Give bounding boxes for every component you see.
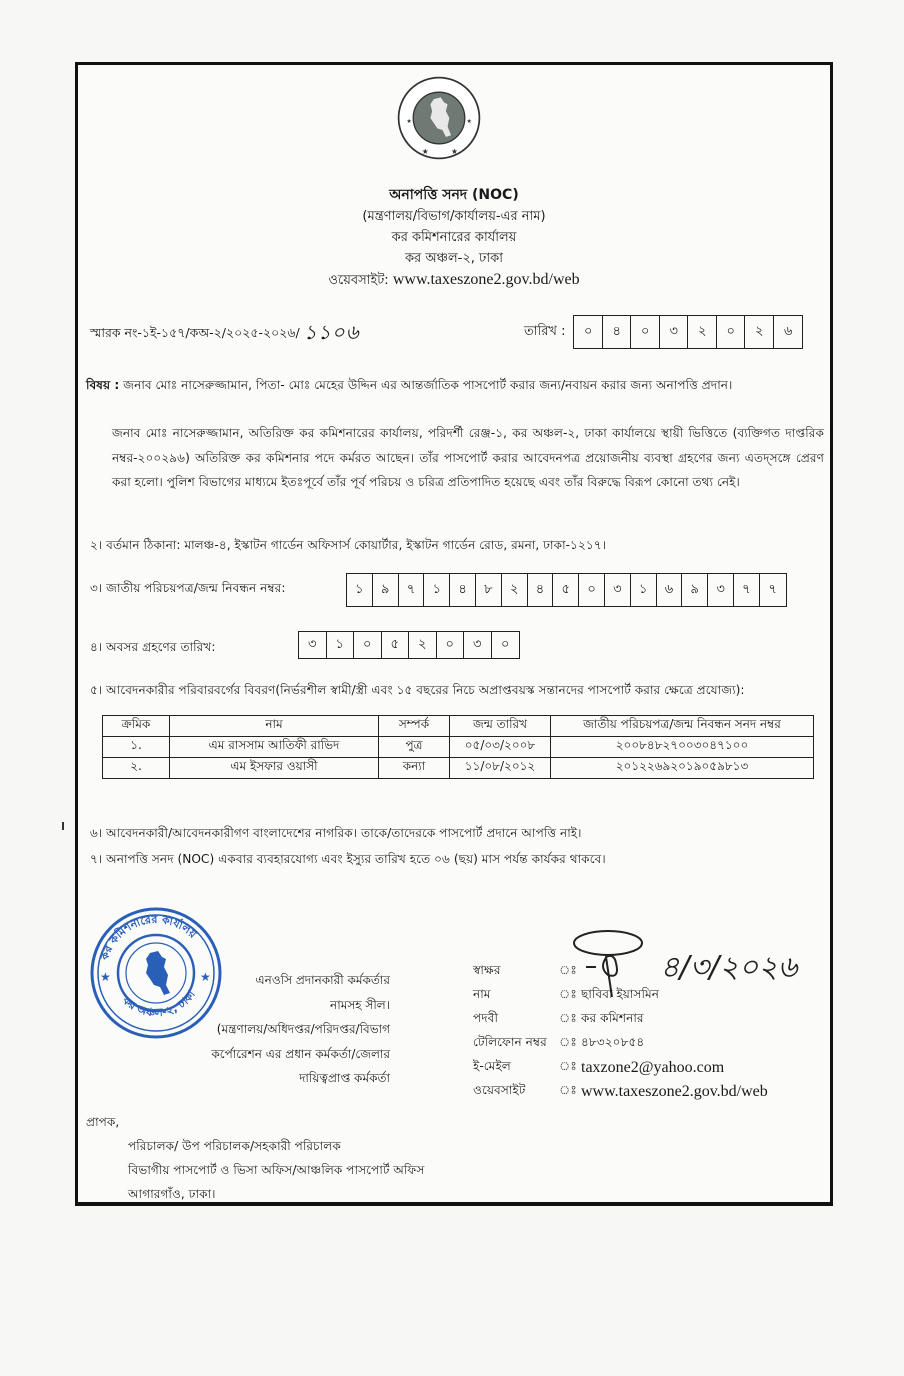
cell-birthdate: ১১/০৮/২০১২ [450, 758, 551, 779]
memo-number [90, 318, 360, 351]
name-label: নাম [473, 987, 491, 1001]
retirement-label: ৪। অবসর গ্রহণের তারিখ: [90, 640, 216, 654]
website-row: ওয়েবসাইট ঃ www.taxeszone2.gov.bd/web [473, 1083, 768, 1100]
signatory-designation: কর কমিশনার [581, 1011, 644, 1025]
cell-name: এম ইসফার ওয়াসী [170, 758, 379, 779]
recipient-line: পরিচালক/ উপ পরিচালক/সহকারী পরিচালক [128, 1139, 341, 1153]
digit-box: ৫ [382, 632, 410, 658]
table-row [103, 737, 814, 758]
cell-serial: ১. [103, 737, 170, 758]
svg-text:★: ★ [451, 147, 458, 157]
date-digit: ৬ [783, 323, 793, 339]
digit-box: ০ [501, 636, 510, 652]
recipient-label: প্রাপক, [86, 1115, 120, 1129]
website-row-label: ওয়েবসাইট [473, 1083, 526, 1097]
cell-name: এম রাসসাম আতিফী রাভিদ [170, 737, 379, 758]
digit-box: ৩ [605, 574, 631, 606]
signatory-details [473, 960, 768, 1104]
date-digit: ০ [717, 316, 746, 348]
document-header [78, 185, 830, 291]
document-title: অনাপত্তি সনদ (NOC) [389, 187, 519, 203]
date-digit: ০ [574, 316, 603, 348]
svg-text:★: ★ [466, 118, 472, 126]
signature-row: স্বাক্ষর ঃ [473, 960, 768, 984]
officer-line: এনওসি প্রদানকারী কর্মকর্তার [255, 973, 390, 987]
recipient-line: বিভাগীয় পাসপোর্ট ও ভিসা অফিস/আঞ্চলিক পাসপোর্ট অফিস [128, 1163, 425, 1177]
digit-box: ৯ [373, 574, 399, 606]
date-digit: ২ [688, 316, 717, 348]
government-emblem-icon [396, 75, 482, 161]
cell-nid: ২০১২২৬৯২০১৯০৫৯৮১৩ [551, 758, 814, 779]
digit-box: ৩ [299, 632, 327, 658]
recipient-block [78, 1110, 424, 1206]
email-row: ই-মেইল ঃ taxzone2@yahoo.com [473, 1059, 725, 1076]
cell-nid: ২০০৮৪৮২৭০০৩০৪৭১০০ [551, 737, 814, 758]
digit-box: ৮ [476, 574, 502, 606]
name-row: নাম ঃ ছাবিবা ইয়াসমিন [473, 984, 768, 1008]
digit-box: ৩ [708, 574, 734, 606]
date-digit: ৩ [660, 316, 689, 348]
subject-label: বিষয় : [86, 378, 120, 392]
date-digit: ০ [631, 316, 660, 348]
digit-box: ৫ [553, 574, 579, 606]
header-name: নাম [170, 716, 379, 737]
cell-relation: পুত্র [379, 737, 450, 758]
subject-text: জনাব মোঃ নাসেরুজ্জামান, পিতা- মোঃ মেহের উদ্দিন এর আন্তর্জাতিক পাসপোর্ট করার জন্য/নবায়ন করার জন্য অনাপত্তি প্রদান। [123, 378, 733, 392]
digit-box: ৬ [657, 574, 683, 606]
digit-box: ৯ [682, 574, 708, 606]
digit-box: ০ [437, 632, 465, 658]
header-relation: সম্পর্ক [379, 716, 450, 737]
digit-box: ৪ [528, 574, 554, 606]
memo-label: স্মারক নং-১ই-১৫৭/কঅ-২/২০২৫-২০২৬/ [90, 325, 300, 340]
retirement-date-boxes [298, 631, 520, 659]
digit-box: ১ [631, 574, 657, 606]
officer-line: (মন্ত্রণালয়/অধিদপ্তর/পরিদপ্তর/বিভাগ [216, 1022, 390, 1036]
noc-document [75, 62, 833, 1206]
nid-label: ৩। জাতীয় পরিচয়পত্র/জন্ম নিবন্ধন নম্বর: [90, 581, 286, 595]
office-seal-icon [86, 903, 226, 1043]
email-label: ই-মেইল [473, 1059, 511, 1073]
cell-serial: ২. [103, 758, 170, 779]
digit-box: ১ [347, 574, 373, 606]
signatory-email[interactable]: taxzone2@yahoo.com [581, 1059, 725, 1076]
date-label: তারিখ : [524, 323, 566, 339]
svg-text:★: ★ [100, 970, 111, 984]
date-boxes [573, 315, 803, 349]
digit-box: ২ [502, 574, 528, 606]
website-link[interactable]: www.taxeszone2.gov.bd/web [392, 271, 580, 288]
digit-box: ৪ [450, 574, 476, 606]
family-table [102, 715, 814, 779]
table-row [103, 758, 814, 779]
digit-box: ০ [354, 632, 382, 658]
officer-line: দায়িত্বপ্রাপ্ত কর্মকর্তা [299, 1071, 390, 1085]
issue-date [524, 315, 803, 349]
ministry-placeholder: (মন্ত্রণালয়/বিভাগ/কার্যালয়-এর নাম) [362, 209, 546, 224]
digit-box: ০ [579, 574, 605, 606]
header-birthdate: জন্ম তারিখ [450, 716, 551, 737]
digit-box: ৭ [768, 581, 777, 597]
cell-relation: কন্যা [379, 758, 450, 779]
zone-name: কর অঞ্চল-২, ঢাকা [404, 251, 504, 266]
header-nid: জাতীয় পরিচয়পত্র/জন্ম নিবন্ধন সনদ নম্বর [551, 716, 814, 737]
digit-box: ৭ [399, 574, 425, 606]
svg-text:কর অঞ্চল-২, ঢাকা: কর অঞ্চল-২, ঢাকা [119, 988, 199, 1020]
recipient-line: আগারগাঁও, ঢাকা। [128, 1187, 216, 1201]
signatory-website[interactable]: www.taxeszone2.gov.bd/web [581, 1083, 768, 1100]
svg-text:★: ★ [200, 970, 211, 984]
digit-box: ৩ [464, 632, 492, 658]
designation-label: পদবী [473, 1011, 498, 1025]
citizenship-statement: ৬। আবেদনকারী/আবেদনকারীগণ বাংলাদেশের নাগরিক। তাকে/তাদেরকে পাসপোর্ট প্রদানে আপত্তি নাই। [90, 826, 582, 840]
digit-box: ৭ [734, 574, 760, 606]
family-table-header [103, 716, 814, 737]
svg-text:৪/৩/২০২৬: ৪/৩/২০২৬ [660, 950, 798, 985]
office-name: কর কমিশনারের কার্যালয় [391, 230, 517, 245]
digit-box: ২ [409, 632, 437, 658]
signature-label: স্বাক্ষর [473, 963, 501, 977]
subject-line [86, 377, 826, 397]
digit-box: ১ [424, 574, 450, 606]
family-label: ৫। আবেদনকারীর পরিবারবর্গের বিবরণ(নির্ভরশীল স্বামী/স্ত্রী এবং ১৫ বছরের নিচে অপ্রাপ্তবয়স্ক সন্তানদের পাসপোর্ট করার ক্ষেত্রে প্রযোজ্য): [90, 683, 745, 697]
signatory-name: ছাবিবা ইয়াসমিন [581, 987, 660, 1001]
website-label: ওয়েবসাইট: [328, 273, 389, 288]
cell-birthdate: ০৫/০৩/২০০৮ [450, 737, 551, 758]
validity-statement: ৭। অনাপত্তি সনদ (NOC) একবার ব্যবহারযোগ্য এবং ইস্যুর তারিখ হতে ০৬ (ছয়) মাস পর্যন্ত কার্যকর থাকবে। [90, 852, 606, 866]
svg-text:কর কমিশনারের কার্যালয়: কর কমিশনারের কার্যালয় [97, 912, 200, 962]
date-digit: ২ [745, 316, 774, 348]
svg-text:★: ★ [421, 147, 429, 157]
designation-row: পদবী ঃ কর কমিশনার [473, 1008, 768, 1032]
date-digit: ৪ [603, 316, 632, 348]
svg-text:★: ★ [406, 118, 412, 126]
signatory-phone: ৪৮৩২০৮৫৪ [581, 1035, 645, 1049]
officer-line: নামসহ সীল। [330, 997, 390, 1012]
body-paragraph: জনাব মোঃ নাসেরুজ্জামান, অতিরিক্ত কর কমিশনারের কার্যালয়, পরিদর্শী রেঞ্জ-১, কর অঞ্চল-২, ঢাকা কার্যালয়ে স্থায়ী ভিত্তিতে (ব্যক্তিগত দাপ্তরিক নম্বর-২০০২৯৬) অতিরিক্ত কর কমিশনার পদে কর্মরত আছেন। তাঁর পাসপোর্ট করার আবেদনপত্র প্রয়োজনীয় ব্যবস্থা গ্রহণের জন্য এতদ্‌সঙ্গে প্রেরণ করা হলো। পুলিশ বিভাগের মাধ্যমে ইতঃপূর্বে তাঁর পূর্ব পরিচয় ও চরিত্র প্রতিপাদিত হয়েছে এবং তাঁর বিরুদ্ধে বিরূপ কোনো তথ্য নেই। [112, 426, 824, 489]
address-line: ২। বর্তমান ঠিকানা: মালঞ্চ-৪, ইস্কাটন গার্ডেন অফিসার্স কোয়ার্টার, ইস্কাটন গার্ডেন রোড, রমনা, ঢাকা-১২১৭। [90, 538, 607, 552]
officer-line: কর্পোরেশন এর প্রধান কর্মকর্তা/জেলার [211, 1046, 390, 1061]
margin-mark [62, 822, 64, 830]
memo-handwritten-number: ১১০৬ [303, 320, 360, 344]
phone-label: টেলিফোন নম্বর [473, 1035, 547, 1049]
digit-box: ১ [327, 632, 355, 658]
nid-boxes [346, 573, 787, 607]
phone-row: টেলিফোন নম্বর ঃ ৪৮৩২০৮৫৪ [473, 1032, 768, 1056]
noc-officer-block [208, 968, 390, 1091]
header-serial: ক্রমিক [103, 716, 170, 737]
